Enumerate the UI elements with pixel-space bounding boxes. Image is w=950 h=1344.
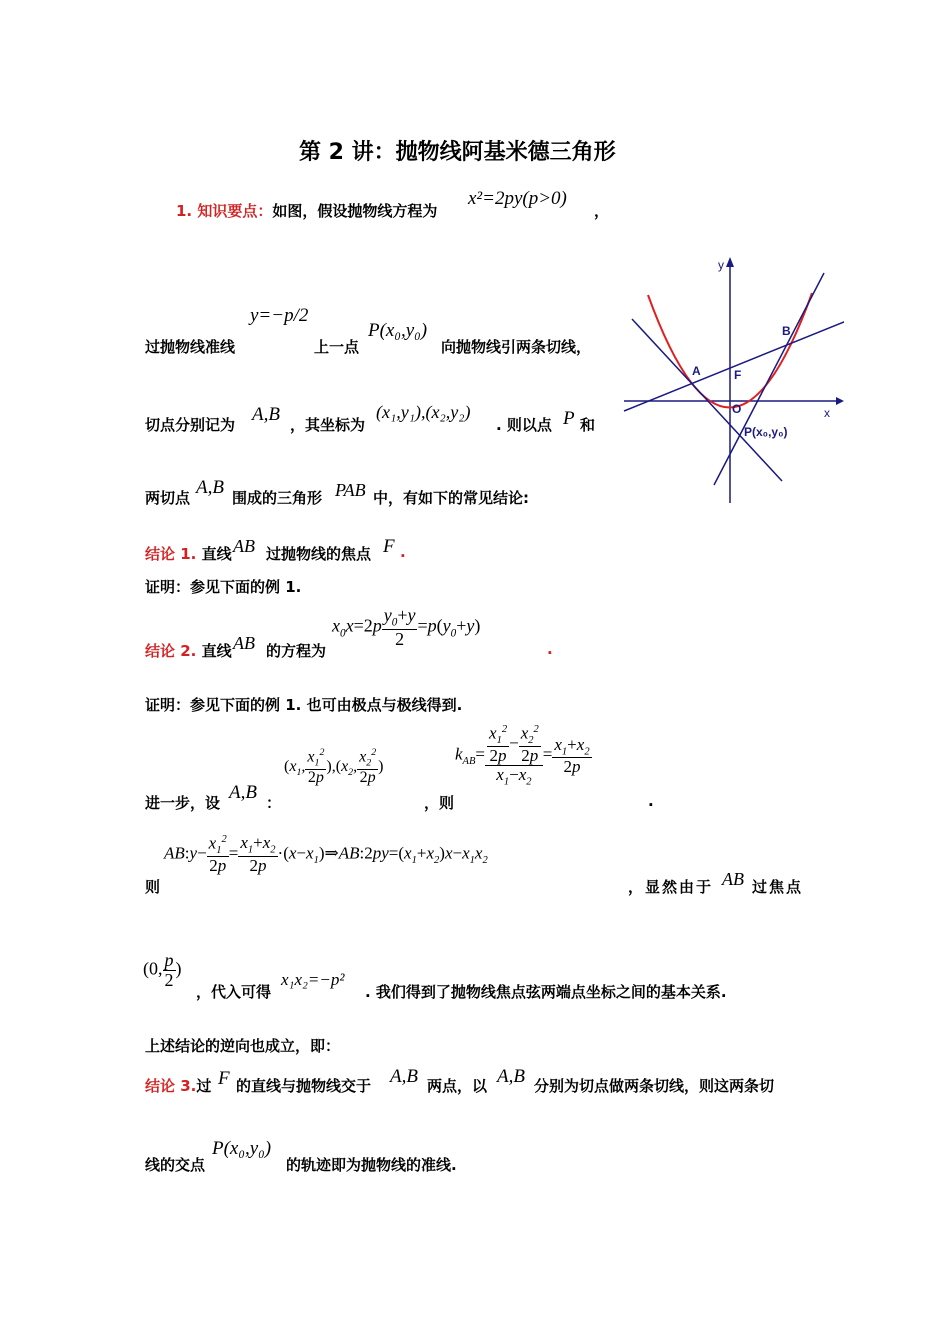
point-p-label: P <box>563 408 575 429</box>
conclusion-3-text-c: 两点，以 <box>427 1077 488 1095</box>
further-text-c: ，则 <box>424 794 455 812</box>
label-f: F <box>734 368 742 382</box>
points-ab-5: A,B <box>497 1066 525 1087</box>
chord-ab <box>624 313 844 411</box>
chord-equation: $x_0x=2p$ $\frac{y_0+y}{2}$ $=p(y_0+y)$ <box>332 605 481 650</box>
focus-f: F <box>383 536 395 557</box>
line-ab-3: AB <box>722 869 744 889</box>
conclusion-1-dot: . <box>400 543 406 561</box>
then-text-a: 则 <box>145 878 161 896</box>
section-label: 1. 知识要点： <box>176 202 273 220</box>
label-a: A <box>692 364 701 378</box>
line2-text-c: 向抛物线引两条切线， <box>441 338 592 356</box>
line2-text-a: 过抛物线准线 <box>145 338 236 356</box>
conclusion-1-text-a: 直线 <box>201 545 232 563</box>
conclusion-3b-text-b: 的轨迹即为抛物线的准线. <box>286 1156 457 1174</box>
page-title: 第 2 讲：抛物线阿基米德三角形 <box>299 140 616 165</box>
proof-2: 证明：参见下面的例 1. 也可由极点与极线得到. <box>145 696 463 714</box>
conclusion-1-label: 结论 1. <box>145 545 197 563</box>
point-p-2: P(x₀,y₀) <box>212 1138 272 1159</box>
y-axis-arrow <box>726 257 734 267</box>
x-label: x <box>824 406 830 420</box>
focus-line-text-b: . 我们得到了抛物线焦点弦两端点坐标之间的基本关系. <box>365 983 727 1001</box>
further-text-a: 进一步，设 <box>145 794 221 812</box>
conclusion-3-text-d: 分别为切点做两条切线，则这两条切 <box>534 1077 775 1095</box>
conclusion-1 <box>145 543 232 564</box>
line-ab-2: AB <box>233 633 255 653</box>
proof-1: 证明：参见下面的例 1. <box>145 578 302 596</box>
conclusion-2-label: 结论 2. <box>145 642 197 660</box>
coords-param: ($x_1$, $\frac{x_1^2}{2p}$ )$,(x_2$, $\frac{x_2^2}{2p}$ ) <box>284 747 384 786</box>
product-eq: x₁x₂=−p² <box>281 970 345 989</box>
conclusion-2 <box>145 640 232 661</box>
points-ab-3: A,B <box>229 782 257 803</box>
conclusion-3-text-b: 的直线与抛物线交于 <box>236 1077 372 1095</box>
conclusion-2-text-a: 直线 <box>201 642 232 660</box>
label-b: B <box>782 324 791 338</box>
label-o: O <box>732 402 742 416</box>
points-ab: A,B <box>252 404 280 425</box>
line4-text-b: 围成的三角形 <box>232 489 323 507</box>
line3-text-a: 切点分别记为 <box>145 416 236 434</box>
line2-text-b: 上一点 <box>314 338 360 356</box>
parabola-figure <box>622 253 844 507</box>
comma: ， <box>594 202 610 220</box>
conclusion-3-text-a: 过 <box>196 1077 212 1095</box>
focus-line-text-a: ，代入可得 <box>196 983 272 1001</box>
converse: 上述结论的逆向也成立，即： <box>145 1037 341 1055</box>
line-ab-derivation: AB:y− $\frac{x_1^2}{2p}$ = $\frac{x_1+x_2}{2p}$ $\cdot(x-x_1)\Rightarrow AB:2py=(x_1+x_2)x-x_1x_2$ <box>164 833 488 876</box>
conclusion-1-text-b: 过抛物线的焦点 <box>266 545 372 563</box>
focus-point: (0, $\frac{p}{2}$ ) <box>143 950 182 990</box>
then-text-c: 过焦点 <box>752 878 804 896</box>
line3-text-d: 和 <box>580 416 596 434</box>
conclusion-2-text-b: 的方程为 <box>266 642 327 660</box>
triangle-pab: PAB <box>335 480 366 500</box>
tangent-line-a <box>632 319 782 481</box>
parabola-equation: x²=2py(p>0) <box>468 188 567 209</box>
line3-text-c: . 则以点 <box>496 416 552 434</box>
line4-text-c: 中，有如下的常见结论: <box>373 489 529 507</box>
tangent-coords: (x₁,y₁),(x₂,y₂) <box>376 402 471 422</box>
then-text-b: ，显然由于 <box>628 878 714 896</box>
line3-text-b: ，其坐标为 <box>290 416 366 434</box>
conclusion-2-dot: . <box>547 640 553 658</box>
conclusion-3 <box>145 1075 211 1096</box>
label-p: P(x₀,y₀) <box>744 425 788 439</box>
line-ab: AB <box>233 536 255 556</box>
x-axis-arrow <box>836 397 844 405</box>
focus-f-2: F <box>218 1068 230 1089</box>
further-dot: . <box>648 792 654 810</box>
section-1-line <box>176 200 437 221</box>
point-p: P(x₀,y₀) <box>368 320 428 341</box>
conclusion-3b-text-a: 线的交点 <box>145 1156 206 1174</box>
slope-equation: $k_{AB}=$ $\frac{x_1^2}{2p}$ − $\frac{x_2^2}{2p}$ $x_1-x_2$ = $\frac{x_1+x_2}{2p}$ <box>455 723 590 788</box>
directrix-eq: y=−p/2 <box>250 305 309 326</box>
points-ab-2: A,B <box>196 477 224 498</box>
line4-text-a: 两切点 <box>145 489 191 507</box>
intro-text: 如图，假设抛物线方程为 <box>272 202 438 220</box>
points-ab-4: A,B <box>390 1066 418 1087</box>
conclusion-3-label: 结论 3. <box>145 1077 197 1095</box>
further-text-b: ： <box>266 794 282 812</box>
y-label: y <box>718 258 724 272</box>
